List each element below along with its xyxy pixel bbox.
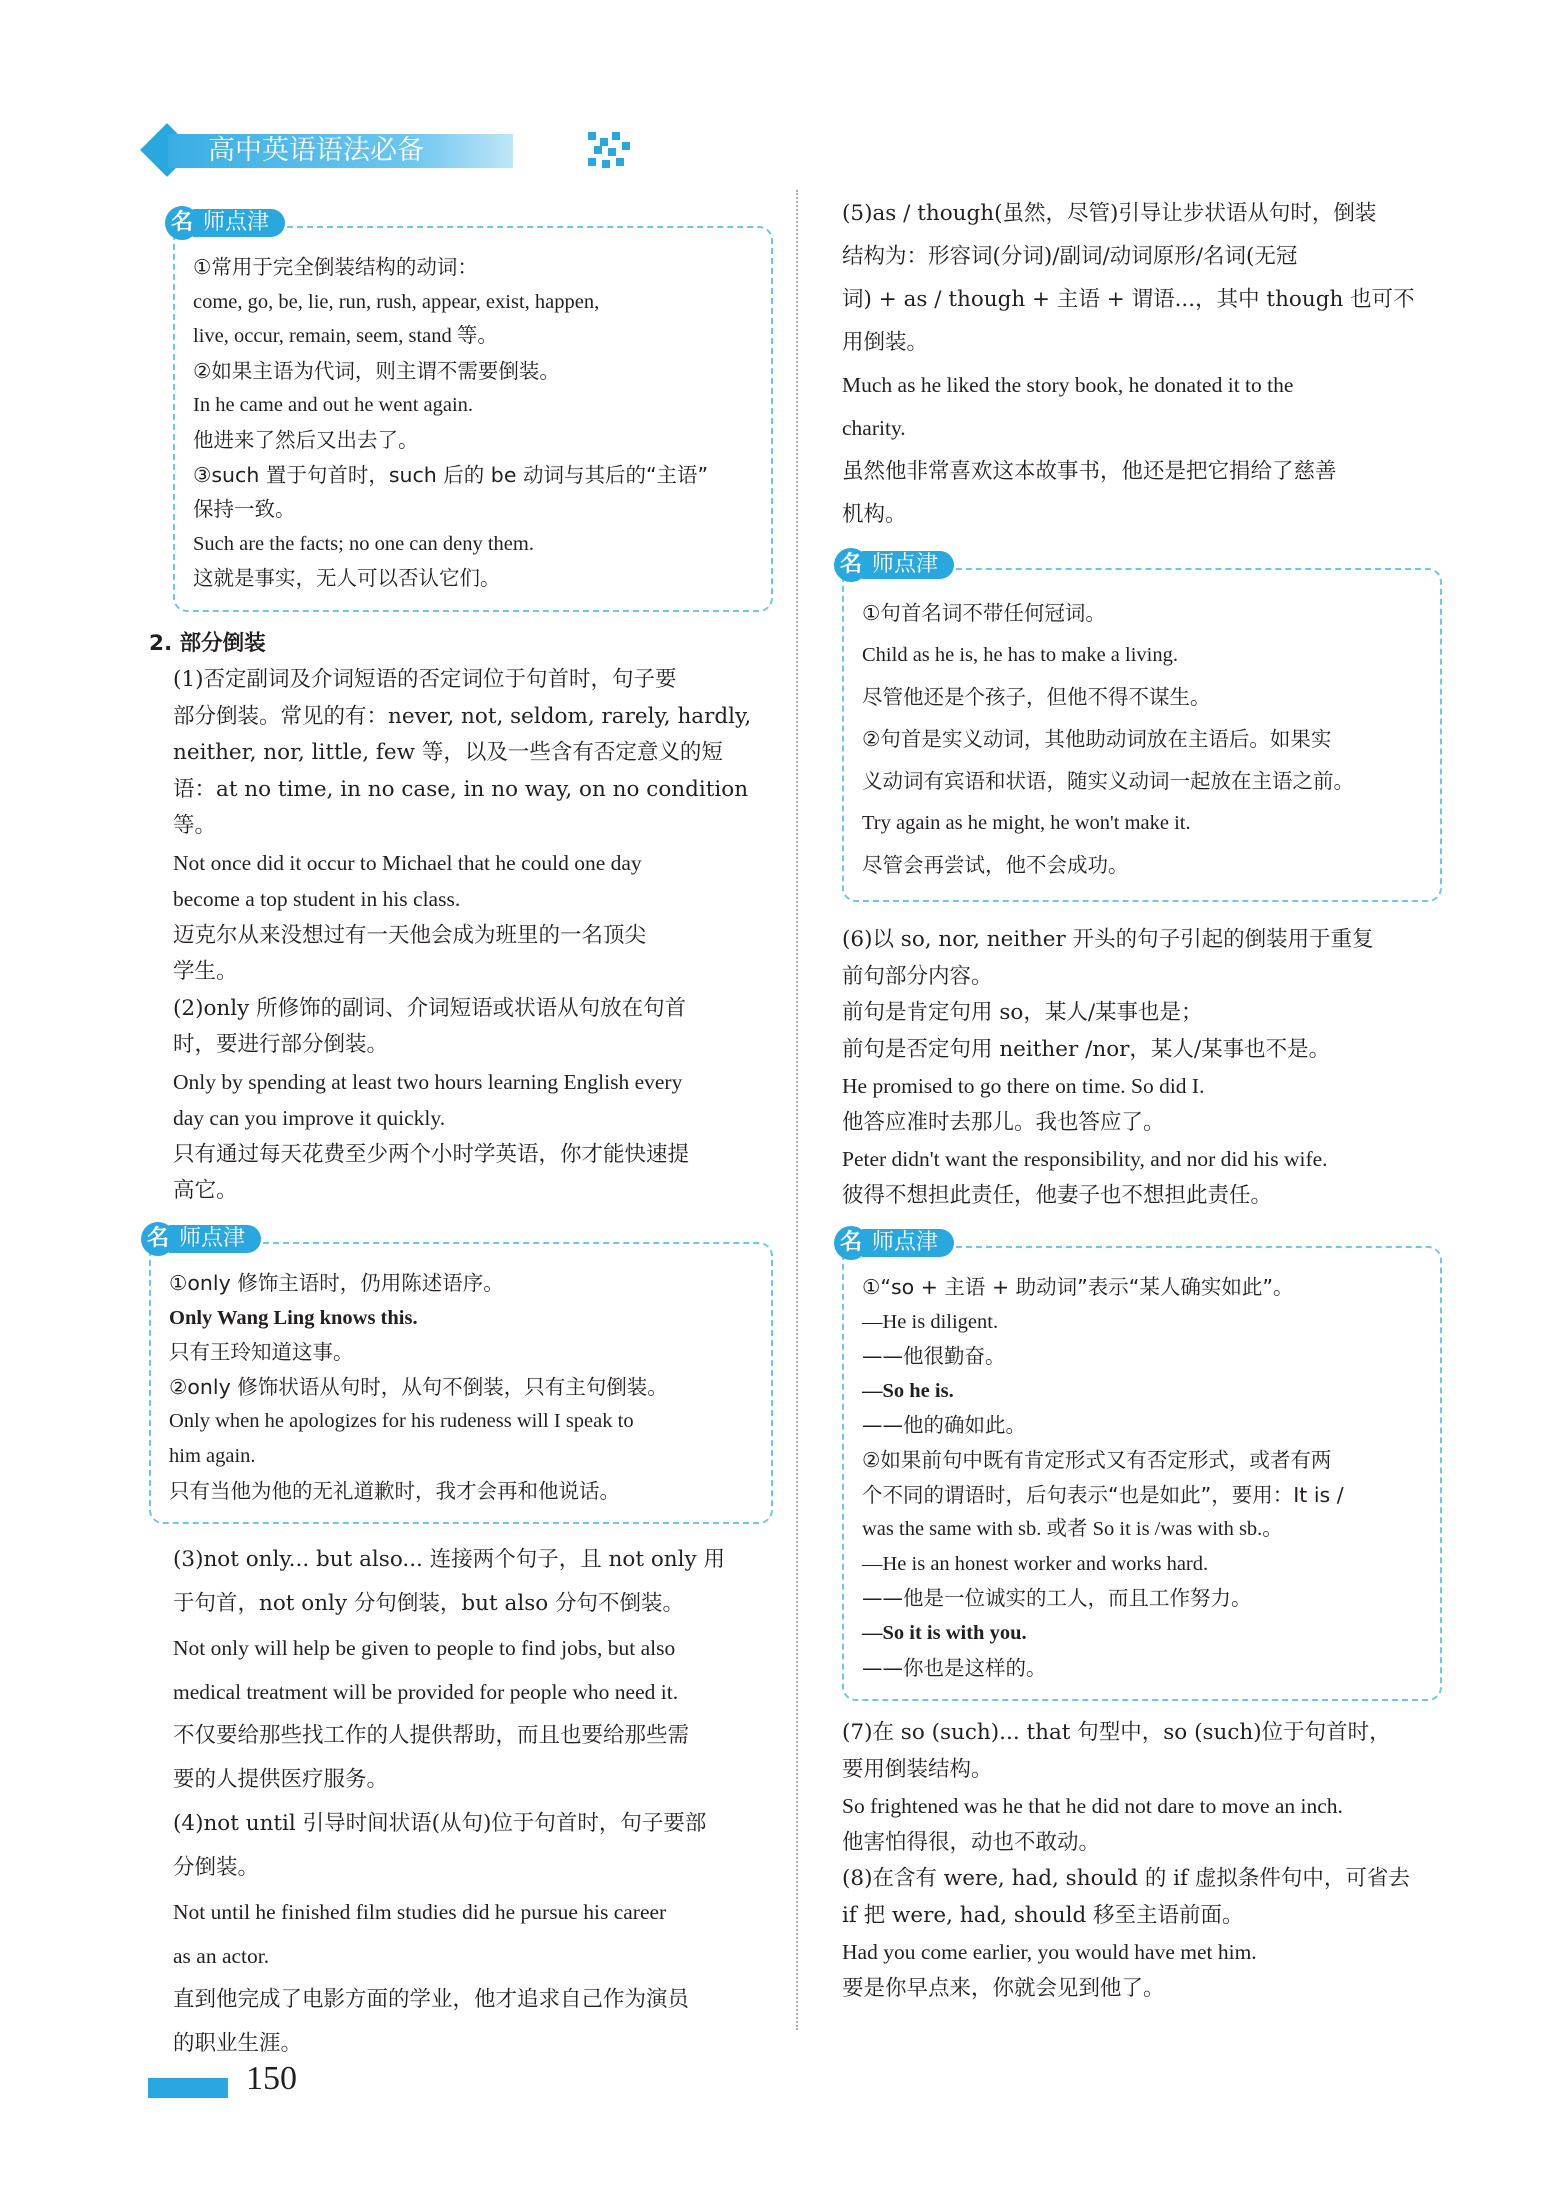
example-line: charity.: [842, 416, 906, 440]
section-heading: 2. 部分倒装: [149, 630, 266, 656]
tip-tag: 师点津: [862, 1229, 954, 1257]
example-line: Only by spending at least two hours learning English every: [173, 1069, 683, 1094]
left-column: [146, 190, 773, 2066]
body-line: 词) + as / though + 主语 + 谓语...，其中 though 也可不: [842, 287, 1415, 312]
tip-line: Such are the facts; no one can deny them.: [193, 532, 534, 555]
example-line: Peter didn't want the responsibility, and nor did his wife.: [842, 1147, 1328, 1171]
tip-line: —So it is with you.: [862, 1621, 1027, 1644]
tip-line: Try again as he might, he won't make it.: [862, 812, 1191, 834]
translation-line: 他答应准时去那儿。我也答应了。: [842, 1109, 1165, 1135]
tip-line: ③such 置于句首时，such 后的 be 动词与其后的“主语”: [193, 462, 709, 487]
body-line: 前句部分内容。: [842, 963, 993, 989]
column-divider: [796, 190, 798, 2030]
tip-line: 尽管会再尝试，他不会成功。: [862, 853, 1129, 877]
tip-line: Child as he is, he has to make a living.: [862, 644, 1178, 666]
body-line: 前句是肯定句用 so，某人/某事也是；: [842, 1000, 1203, 1025]
tip-line: 他进来了然后又出去了。: [193, 427, 419, 452]
tip-tag: 师点津: [862, 551, 954, 579]
tip-line: In he came and out he went again.: [193, 394, 474, 417]
body-line: 分倒装。: [173, 1855, 260, 1881]
translation-line: 迈克尔从来没想过有一天他会成为班里的一名顶尖: [173, 922, 647, 948]
teacher-tip-box: [839, 552, 1442, 902]
example-line: So frightened was he that he did not dare to move an inch.: [842, 1794, 1343, 1819]
ming-badge-icon: 名: [141, 1222, 175, 1256]
body-line: 要用倒装结构。: [842, 1756, 993, 1782]
translation-line: 他害怕得很，动也不敢动。: [842, 1829, 1101, 1855]
example-line: medical treatment will be provided for people who need it.: [173, 1680, 679, 1705]
translation-line: 彼得不想担此责任，他妻子也不想担此责任。: [842, 1182, 1273, 1208]
body-line: 用倒装。: [842, 330, 929, 355]
body-line: 语：at no time, in no case, in no way, on no condition 等。: [173, 776, 749, 839]
example-line: as an actor.: [173, 1944, 270, 1969]
tip-line: 个不同的谓语时，后句表示“也是如此”，要用：It is /: [862, 1482, 1344, 1507]
tip-tag: 师点津: [193, 209, 285, 237]
translation-line: 直到他完成了电影方面的学业，他才追求自己作为演员: [173, 1987, 690, 2013]
teacher-tip-box: [146, 1225, 773, 1524]
tip-line: ②only 修饰状语从句时，从句不倒装，只有主句倒装。: [169, 1374, 668, 1399]
footer-bar: [148, 2078, 228, 2098]
translation-line: 虽然他非常喜欢这本故事书，他还是把它捐给了慈善: [842, 459, 1337, 484]
ming-badge-icon: 名: [834, 548, 868, 582]
tip-label: [834, 1226, 954, 1260]
body-line: (2)only 所修饰的副词、介词短语或状语从句放在句首: [173, 995, 687, 1021]
translation-line: 要是你早点来，你就会见到他了。: [842, 1975, 1165, 2001]
body-line: 部分倒装。常见的有：never, not, seldom, rarely, hardly,: [173, 703, 752, 729]
body-line: 结构为：形容词(分词)/副词/动词原形/名词(无冠: [842, 244, 1298, 269]
tip-line: 这就是事实，无人可以否认它们。: [193, 566, 501, 591]
header-dots-icon: [588, 132, 648, 170]
tip-line: ——他是一位诚实的工人，而且工作努力。: [862, 1586, 1252, 1611]
body-line: 于句首，not only 分句倒装，but also 分句不倒装。: [173, 1591, 685, 1617]
tip-line: live, occur, remain, seem, stand 等。: [193, 325, 498, 348]
header-title: 高中英语语法必备: [208, 135, 424, 166]
tip-line: ——他的确如此。: [862, 1413, 1026, 1438]
body-line: (8)在含有 were, had, should 的 if 虚拟条件句中，可省去: [842, 1866, 1410, 1892]
translation-line: 高它。: [173, 1178, 238, 1204]
body-line: (4)not until 引导时间状语(从句)位于句首时，句子要部: [173, 1811, 707, 1837]
translation-line: 的职业生涯。: [173, 2031, 303, 2057]
translation-line: 不仅要给那些找工作的人提供帮助，而且也要给那些需: [173, 1723, 690, 1749]
tip-line: Only when he apologizes for his rudeness will I speak to: [169, 1410, 634, 1433]
example-line: become a top student in his class.: [173, 887, 461, 912]
ming-badge-icon: 名: [834, 1226, 868, 1260]
tip-line: —He is diligent.: [862, 1310, 999, 1333]
translation-line: 要的人提供医疗服务。: [173, 1767, 389, 1793]
body-line: (1)否定副词及介词短语的否定词位于句首时，句子要: [173, 667, 677, 693]
example-line: Much as he liked the story book, he donated it to the: [842, 373, 1294, 397]
right-column: [839, 192, 1442, 2007]
teacher-tip-box: [839, 1230, 1442, 1701]
example-line: Not only will help be given to people to find jobs, but also: [173, 1636, 676, 1661]
example-line: Not until he finished film studies did he pursue his career: [173, 1900, 667, 1925]
tip-line: 保持一致。: [193, 497, 296, 522]
translation-line: 学生。: [173, 959, 238, 985]
ming-badge-icon: 名: [165, 206, 199, 240]
body-line: (5)as / though(虽然，尽管)引导让步状语从句时，倒装: [842, 201, 1377, 226]
tip-line: 义动词有宾语和状语，随实义动词一起放在主语之前。: [862, 769, 1354, 793]
tip-line: ①常用于完全倒装结构的动词：: [193, 255, 478, 279]
example-line: He promised to go there on time. So did I.: [842, 1074, 1205, 1098]
tip-line: 只有王玲知道这事。: [169, 1340, 354, 1365]
tip-line: ①句首名词不带任何冠词。: [862, 601, 1106, 625]
body-line: if 把 were, had, should 移至主语前面。: [842, 1902, 1244, 1928]
tip-line: Only Wang Ling knows this.: [169, 1306, 418, 1329]
tip-line: ——你也是这样的。: [862, 1655, 1047, 1680]
tip-label: [165, 206, 285, 240]
tip-line: —He is an honest worker and works hard.: [862, 1552, 1209, 1575]
body-line: (3)not only... but also... 连接两个句子，且 not only 用: [173, 1547, 725, 1573]
tip-line: 只有当他为他的无礼道歉时，我才会再和他说话。: [169, 1478, 620, 1503]
tip-line: 尽管他还是个孩子，但他不得不谋生。: [862, 685, 1211, 709]
teacher-tip-box: [170, 210, 773, 612]
translation-line: 只有通过每天花费至少两个小时学英语，你才能快速提: [173, 1141, 690, 1167]
body-line: 前句是否定句用 neither /nor，某人/某事也不是。: [842, 1036, 1331, 1062]
tip-line: ①only 修饰主语时，仍用陈述语序。: [169, 1270, 504, 1295]
tip-line: —So he is.: [862, 1379, 954, 1402]
tip-line: ①“so + 主语 + 助动词”表示“某人确实如此”。: [862, 1275, 1294, 1299]
body-line: neither, nor, little, few 等，以及一些含有否定意义的短: [173, 740, 723, 766]
tip-line: ②句首是实义动词，其他助动词放在主语后。如果实: [862, 727, 1332, 751]
example-line: Not once did it occur to Michael that he could one day: [173, 850, 642, 875]
tip-line: ——他很勤奋。: [862, 1344, 1006, 1369]
tip-label: [141, 1222, 261, 1256]
tip-label: [834, 548, 954, 582]
tip-line: was the same with sb. 或者 So it is /was with sb.。: [862, 1518, 1283, 1541]
example-line: day can you improve it quickly.: [173, 1106, 446, 1131]
tip-line: him again.: [169, 1444, 256, 1467]
tip-line: ②如果主语为代词，则主谓不需要倒装。: [193, 358, 560, 383]
tip-line: ②如果前句中既有肯定形式又有否定形式，或者有两: [862, 1447, 1332, 1472]
tip-tag: 师点津: [169, 1225, 261, 1253]
tip-line: come, go, be, lie, run, rush, appear, exist, happen,: [193, 290, 600, 313]
page-number: 150: [246, 2060, 297, 2097]
translation-line: 机构。: [842, 502, 907, 527]
body-line: (7)在 so (such)... that 句型中，so (such)位于句首时，: [842, 1720, 1391, 1746]
example-line: Had you come earlier, you would have met him.: [842, 1940, 1257, 1965]
page-header: [148, 128, 568, 174]
body-line: 时，要进行部分倒装。: [173, 1032, 389, 1058]
body-line: (6)以 so, nor, neither 开头的句子引起的倒装用于重复: [842, 927, 1374, 952]
